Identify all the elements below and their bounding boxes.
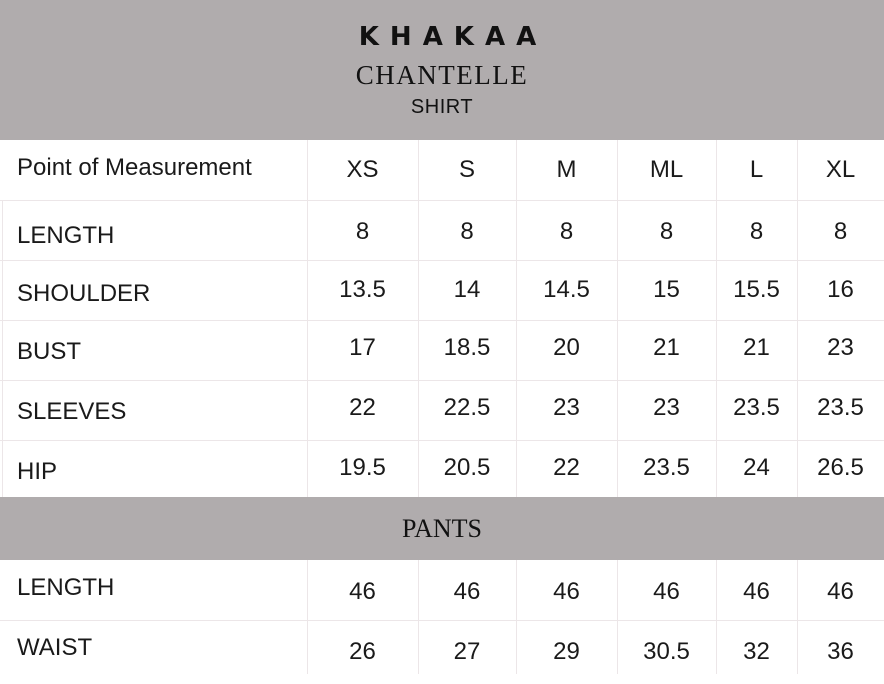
pants-cell: 36	[827, 638, 854, 665]
grid-line	[307, 560, 308, 674]
grid-line	[0, 260, 884, 261]
shirt-cell: 14.5	[543, 276, 590, 303]
pants-cell: 29	[553, 638, 580, 665]
grid-line	[617, 140, 618, 497]
pants-cell: 46	[553, 578, 580, 605]
shirt-cell: 18.5	[443, 334, 491, 361]
shirt-cell: 8	[559, 218, 574, 245]
pants-cell: 46	[827, 578, 854, 605]
shirt-cell: 22	[349, 394, 376, 421]
pants-cell: 46	[349, 578, 376, 605]
pants-section-title: PANTS	[402, 514, 482, 543]
pants-row-label: WAIST	[17, 634, 93, 661]
grid-line	[797, 560, 798, 674]
shirt-cell: 8	[659, 218, 674, 245]
grid-line	[516, 560, 517, 674]
shirt-cell: 8	[833, 218, 848, 245]
grid-line	[418, 560, 419, 674]
shirt-cell: 21	[743, 334, 770, 361]
shirt-cell: 21	[653, 334, 680, 361]
pants-cell: 46	[453, 578, 481, 605]
shirt-cell: 22	[553, 454, 580, 481]
grid-line	[307, 140, 308, 497]
shirt-cell: 26.5	[817, 454, 864, 481]
shirt-row-label: BUST	[17, 338, 82, 365]
grid-line	[0, 200, 884, 201]
shirt-cell: 22.5	[443, 394, 491, 421]
pants-cell: 30.5	[643, 638, 690, 665]
shirt-cell: 8	[749, 218, 764, 245]
grid-line	[0, 320, 884, 321]
size-header-l: L	[749, 156, 764, 183]
shirt-cell: 20.5	[443, 454, 491, 481]
grid-line	[418, 140, 419, 497]
header-label: Point of Measurement	[17, 154, 252, 181]
pants-cell: 46	[743, 578, 770, 605]
shirt-cell: 16	[827, 276, 854, 303]
shirt-row-label: SLEEVES	[17, 398, 127, 425]
grid-line	[617, 560, 618, 674]
shirt-cell: 8	[460, 218, 474, 245]
size-header-xs: XS	[346, 156, 379, 183]
size-header-s: S	[458, 156, 475, 183]
grid-line	[2, 200, 3, 497]
shirt-row-label: HIP	[17, 458, 58, 485]
shirt-cell: 14	[453, 276, 481, 303]
pants-cell: 26	[349, 638, 376, 665]
grid-line	[516, 140, 517, 497]
shirt-cell: 15	[653, 276, 680, 303]
shirt-cell: 23.5	[643, 454, 690, 481]
pants-cell: 46	[653, 578, 680, 605]
grid-line	[0, 380, 884, 381]
pants-row-label: LENGTH	[17, 574, 115, 601]
pants-cell: 27	[453, 638, 481, 665]
size-header-m: M	[556, 156, 577, 183]
shirt-cell: 24	[743, 454, 770, 481]
shirt-cell: 19.5	[339, 454, 386, 481]
grid-line	[0, 440, 884, 441]
shirt-cell: 23.5	[817, 394, 864, 421]
grid-line	[716, 560, 717, 674]
size-header-xl: XL	[825, 156, 856, 183]
size-header-ml: ML	[649, 156, 684, 183]
shirt-cell: 15.5	[733, 276, 780, 303]
shirt-cell: 8	[355, 218, 370, 245]
shirt-cell: 23	[553, 394, 580, 421]
shirt-cell: 23	[653, 394, 680, 421]
shirt-row-label: LENGTH	[17, 222, 115, 249]
pants-cell: 32	[743, 638, 770, 665]
grid-line	[0, 620, 884, 621]
shirt-cell: 17	[349, 334, 376, 361]
shirt-row-label: SHOULDER	[17, 280, 151, 307]
shirt-cell: 13.5	[339, 276, 386, 303]
collection-name: CHANTELLE	[355, 60, 529, 90]
grid-line	[797, 140, 798, 497]
product-type: SHIRT	[410, 96, 474, 118]
shirt-cell: 23	[827, 334, 854, 361]
brand-logo: KHAKAA	[358, 22, 548, 52]
shirt-cell: 20	[553, 334, 580, 361]
shirt-cell: 23.5	[733, 394, 780, 421]
grid-line	[716, 140, 717, 497]
